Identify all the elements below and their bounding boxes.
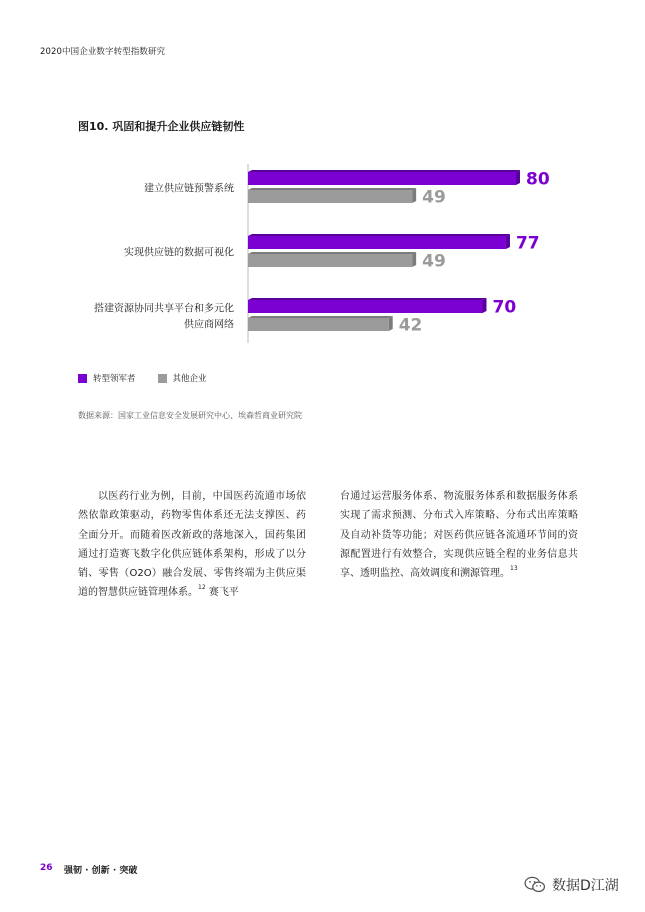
bar-top <box>248 298 487 300</box>
legend-label-others: 其他企业 <box>172 374 207 384</box>
bar-leader <box>248 236 506 249</box>
legend-item-others <box>158 372 207 384</box>
bar-side <box>516 170 520 185</box>
body-text-left-tail: 赛飞平 <box>205 587 239 599</box>
bar-side <box>506 234 510 249</box>
bar-top <box>248 316 393 318</box>
figure-title: 图10. 巩固和提升企业供应链韧性 <box>78 120 245 133</box>
watermark <box>524 875 619 895</box>
bar-others <box>248 318 389 331</box>
bar-top <box>248 170 520 172</box>
legend-swatch-others <box>158 374 167 383</box>
data-label: 77 <box>515 233 540 254</box>
bar-others <box>248 190 412 203</box>
footnote-ref-12: 12 <box>198 584 206 592</box>
body-column-left <box>78 487 306 603</box>
body-text-right: 台通过运营服务体系、物流服务体系和数据服务体系实现了需求预测、分布式入库策略、分布式出库策略及自动补货等功能；对医药供应链各流通环节间的资源配置进行有效整合，实现供应链全程的业务信息共享、透明监控、高效调度和溯源管理。 <box>340 491 578 580</box>
body-text-left: 以医药行业为例，目前，中国医药流通市场依然依靠政策驱动，药物零售体系还无法支撑医、药全面分开。而随着医改新政的落地深入，国药集团通过打造赛飞数字化供应链体系架构，形成了以分销、零售（O2O）融合发展、零售终端为主供应渠道的智慧供应链管理体系。 <box>78 491 306 599</box>
data-label: 80 <box>526 169 550 190</box>
bar-top <box>248 252 416 254</box>
legend-label-leader: 转型领军者 <box>93 374 136 384</box>
category-label: 搭建资源协同共享平台和多元化 <box>94 303 234 315</box>
legend-item-leader <box>78 372 136 384</box>
category-label: 建立供应链预警系统 <box>144 183 234 195</box>
data-source-note: 数据来源：国家工业信息安全发展研究中心、埃森哲商业研究院 <box>78 411 302 420</box>
chart-legend <box>78 372 229 384</box>
category-label: 供应商网络 <box>184 319 234 331</box>
bar-leader <box>248 300 483 313</box>
bar-leader <box>248 172 516 185</box>
data-label: 70 <box>492 297 517 318</box>
data-label: 42 <box>398 315 423 336</box>
bar-side <box>389 316 393 331</box>
watermark-text: 数据D江湖 <box>552 878 619 894</box>
wechat-icon <box>524 876 546 894</box>
legend-swatch-leader <box>78 374 87 383</box>
bar-side <box>412 252 416 267</box>
body-column-right <box>340 487 578 583</box>
bar-others <box>248 254 412 267</box>
bar-chart <box>0 150 645 360</box>
footer-tagline: 强韧 · 创新 · 突破 <box>64 866 138 876</box>
bar-side <box>412 188 416 203</box>
page-number: 26 <box>40 863 53 873</box>
category-label: 实现供应链的数据可视化 <box>124 247 234 259</box>
bar-top <box>248 188 416 190</box>
report-header: 2020中国企业数字转型指数研究 <box>40 47 166 57</box>
data-label: 49 <box>422 187 446 208</box>
data-label: 49 <box>422 251 446 272</box>
bar-side <box>483 298 487 313</box>
footnote-ref-13: 13 <box>510 565 518 573</box>
bar-top <box>248 234 510 236</box>
